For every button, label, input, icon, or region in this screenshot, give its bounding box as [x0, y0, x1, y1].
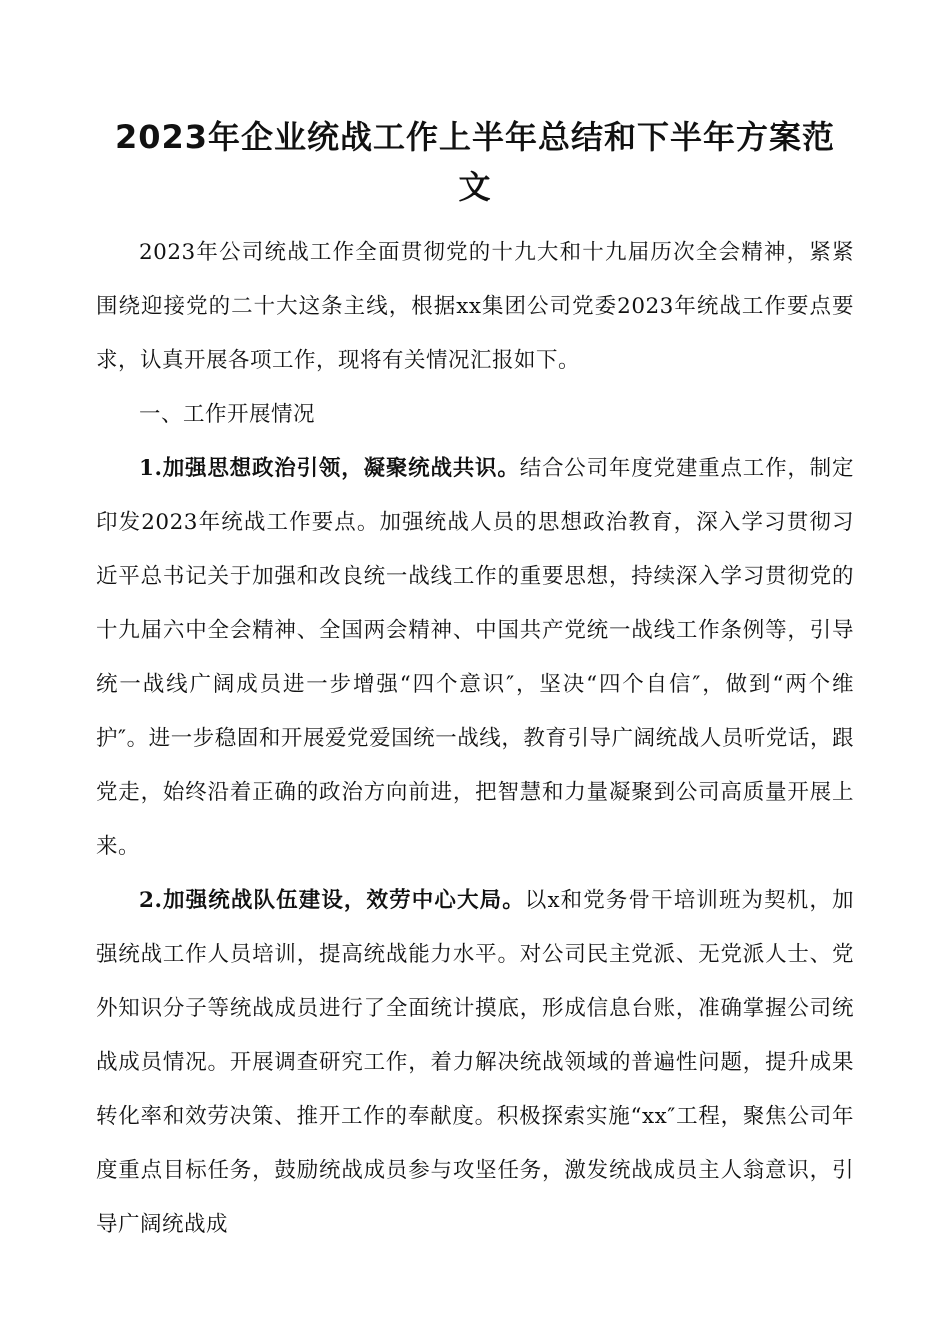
document-title-line-1: 2023年企业统战工作上半年总结和下半年方案范 [114, 118, 836, 156]
section-heading-work-progress: 一、工作开展情况 [139, 402, 316, 427]
document-title-line-2: 文 [458, 168, 492, 206]
item-2-lead-sentence: 2.加强统战队伍建设，效劳中心大局。 [139, 888, 525, 913]
paragraph-item-2 [96, 874, 854, 1252]
document-body [96, 226, 854, 1252]
paragraph-item-1 [96, 442, 854, 874]
item-2-body-text: 以x和党务骨干培训班为契机，加强统战工作人员培训，提高统战能力水平。对公司民主党派、无党派人士、党外知识分子等统战成员进行了全面统计摸底，形成信息台账，准确掌握公司统战成员情况。开展调查研究工作，着力解决统战领域的普遍性问题，提升成果转化率和效劳决策、推开工作的奉献度。积极探索实施“xx″工程，聚焦公司年度重点目标任务，鼓励统战成员参与攻坚任务，激发统战成员主人翁意识，引导广阔统战成 [96, 888, 854, 1237]
document-title [96, 112, 854, 212]
item-1-body-text: 结合公司年度党建重点工作，制定印发2023年统战工作要点。加强统战人员的思想政治教育，深入学习贯彻习近平总书记关于加强和改良统一战线工作的重要思想，持续深入学习贯彻党的十九届六中全会精神、全国两会精神、中国共产党统一战线工作条例等，引导统一战线广阔成员进一步增强“四个意识″，坚决“四个自信″，做到“两个维护″。进一步稳固和开展爱党爱国统一战线，教育引导广阔统战人员听党话，跟党走，始终沿着正确的政治方向前进，把智慧和力量凝聚到公司高质量开展上来。 [96, 456, 854, 859]
item-1-lead-sentence: 1.加强思想政治引领，凝聚统战共识。 [139, 456, 520, 481]
intro-paragraph: 2023年公司统战工作全面贯彻党的十九大和十九届历次全会精神，紧紧围绕迎接党的二十大这条主线，根据xx集团公司党委2023年统战工作要点要求，认真开展各项工作，现将有关情况汇报如下。 [96, 240, 854, 373]
